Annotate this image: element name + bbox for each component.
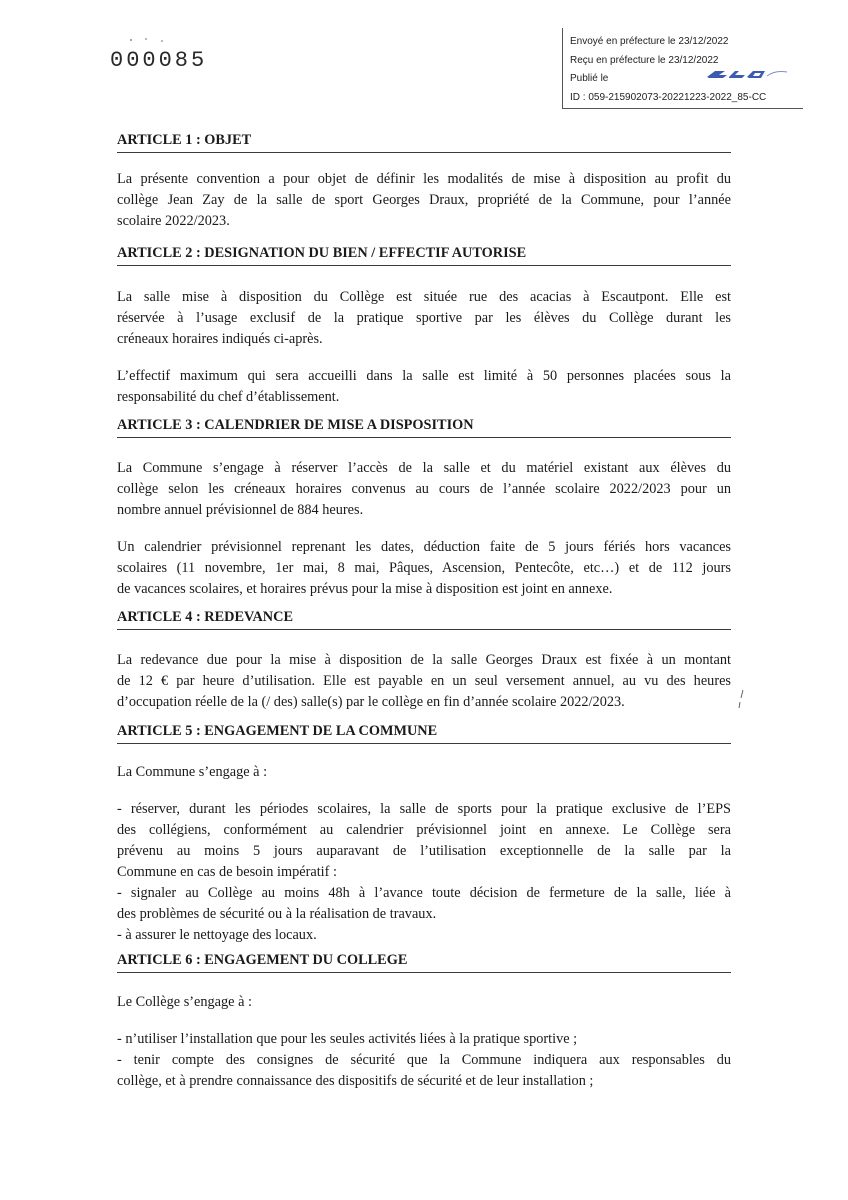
text-line: responsabilité du chef d’établissement. <box>117 389 340 405</box>
article-paragraph <box>117 1029 731 1092</box>
text-line: d’occupation réelle de la (/ des) salle(s) par le collège en fin d’année scolaire 2022/2023. <box>117 694 625 710</box>
text-line: réservée à l’usage exclusif de la pratique sportive par les élèves du Collège durant les <box>117 310 731 326</box>
text-line: Le Collège s’engage à : <box>117 994 252 1010</box>
article-paragraph <box>117 458 731 521</box>
text-line: collège, et à prendre connaissance des dispositifs de sécurité et de leur installation ; <box>117 1073 594 1089</box>
article-paragraph <box>117 992 731 1013</box>
article-paragraph <box>117 537 731 600</box>
text-line: Commune en cas de besoin impératif : <box>117 864 337 880</box>
handwritten-mark-icon <box>735 688 747 710</box>
text-line: des collégiens, conformément au calendrier prévisionnel joint en annexe. Le Collège sera <box>117 822 731 838</box>
text-line: - n’utiliser l’installation que pour les seules activités liées à la pratique sportive ; <box>117 1031 578 1047</box>
text-line: L’effectif maximum qui sera accueilli dans la salle est limité à 50 personnes placées sous la <box>117 368 731 384</box>
text-line: des problèmes de sécurité ou à la réalisation de travaux. <box>117 906 437 922</box>
slow-logo-icon <box>705 68 789 80</box>
prefecture-stamp <box>562 28 803 109</box>
stamp-sent-date: Envoyé en préfecture le 23/12/2022 <box>570 36 729 47</box>
article-heading: ARTICLE 4 : REDEVANCE <box>117 608 731 630</box>
article-5 <box>117 722 731 946</box>
stamp-received-date: Reçu en préfecture le 23/12/2022 <box>570 55 719 66</box>
article-heading: ARTICLE 6 : ENGAGEMENT DU COLLEGE <box>117 951 731 973</box>
article-paragraph <box>117 799 731 946</box>
text-line: La redevance due pour la mise à disposition de la salle Georges Draux est fixée à un montant <box>117 652 731 668</box>
page-number: 000085 <box>110 48 208 73</box>
article-1 <box>117 131 731 232</box>
article-heading: ARTICLE 2 : DESIGNATION DU BIEN / EFFECTIF AUTORISE <box>117 244 731 266</box>
article-heading: ARTICLE 5 : ENGAGEMENT DE LA COMMUNE <box>117 722 731 744</box>
text-line: La Commune s’engage à réserver l’accès de la salle et du matériel existant aux élèves du <box>117 460 731 476</box>
text-line: La Commune s’engage à : <box>117 764 268 780</box>
text-line: - signaler au Collège au moins 48h à l’avance toute décision de fermeture de la salle, liée à <box>117 885 731 901</box>
text-line: de 12 € par heure d’utilisation. Elle est payable en un seul versement annuel, au vu des heures <box>117 673 731 689</box>
text-line: prévenu au moins 5 jours auparavant de l’utilisation exceptionnelle de la salle par la <box>117 843 731 859</box>
article-2 <box>117 244 731 408</box>
text-line: scolaire 2022/2023. <box>117 213 230 229</box>
text-line: créneaux horaires indiqués ci-après. <box>117 331 323 347</box>
stamp-published: Publié le <box>570 73 609 84</box>
article-paragraph <box>117 650 731 713</box>
text-line: scolaires (11 novembre, 1er mai, 8 mai, Pâques, Ascension, Pentecôte, etc…) et de 112 jours <box>117 560 731 576</box>
text-line: de vacances scolaires, et horaires prévus pour la mise à disposition est joint en annexe. <box>117 581 613 597</box>
text-line: La présente convention a pour objet de définir les modalités de mise à disposition au profit du <box>117 171 731 187</box>
article-paragraph <box>117 287 731 350</box>
text-line: Un calendrier prévisionnel reprenant les dates, déduction faite de 5 jours fériés hors vacances <box>117 539 731 555</box>
text-line: collège Jean Zay de la salle de sport Georges Draux, propriété de la Commune, pour l’année <box>117 192 731 208</box>
text-line: La salle mise à disposition du Collège est située rue des acacias à Escautpont. Elle est <box>117 289 731 305</box>
text-line: collège selon les créneaux horaires convenus au cours de l’année scolaire 2022/2023 pour un <box>117 481 731 497</box>
article-paragraph <box>117 762 731 783</box>
text-line: - réserver, durant les périodes scolaires, la salle de sports pour la pratique exclusive de l’EPS <box>117 801 731 817</box>
article-paragraph <box>117 366 731 408</box>
article-6 <box>117 951 731 1092</box>
article-heading: ARTICLE 1 : OBJET <box>117 131 731 153</box>
article-4 <box>117 608 731 713</box>
text-line: - à assurer le nettoyage des locaux. <box>117 927 317 943</box>
stamp-id: ID : 059-215902073-20221223-2022_85-CC <box>570 92 767 103</box>
scan-specks <box>128 36 188 44</box>
text-line: nombre annuel prévisionnel de 884 heures. <box>117 502 364 518</box>
article-heading: ARTICLE 3 : CALENDRIER DE MISE A DISPOSITION <box>117 416 731 438</box>
article-3 <box>117 416 731 600</box>
article-paragraph <box>117 169 731 232</box>
text-line: - tenir compte des consignes de sécurité que la Commune indiquera aux responsables du <box>117 1052 731 1068</box>
